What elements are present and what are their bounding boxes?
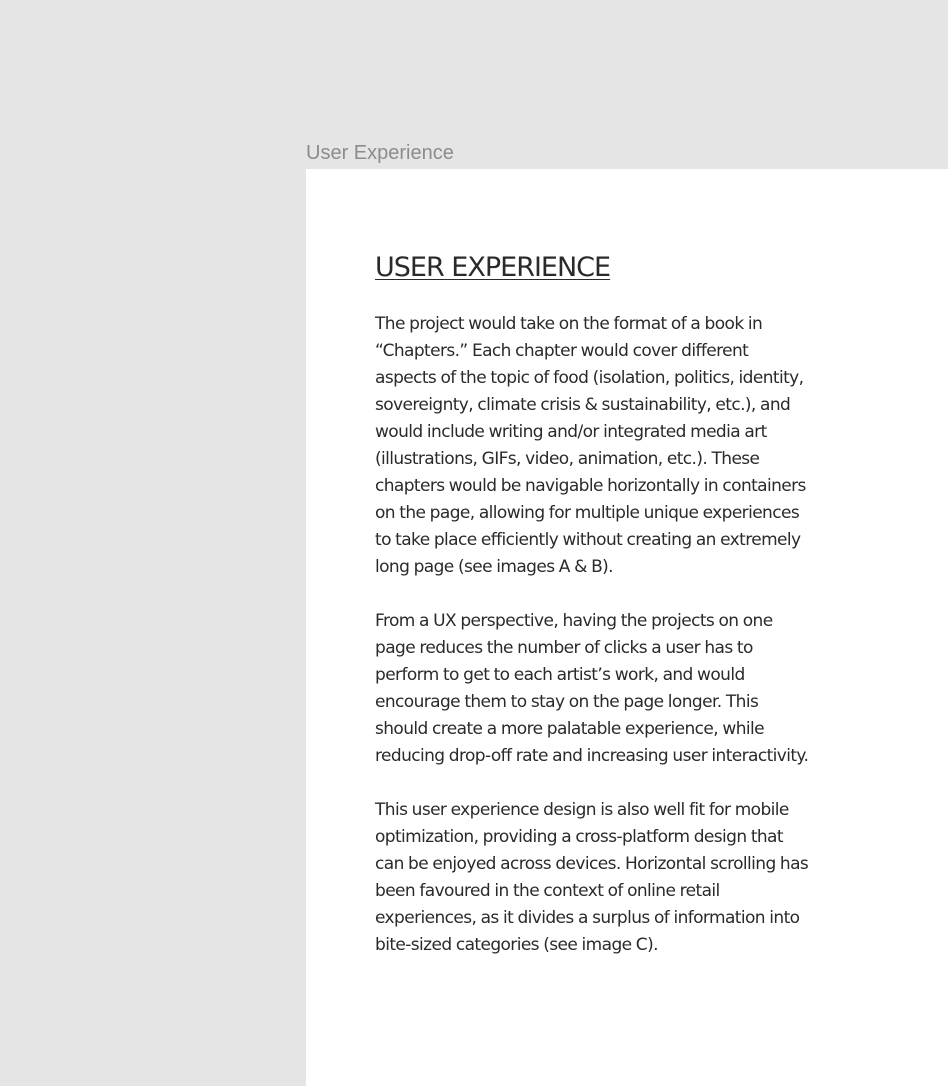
paragraph-ux-perspective: From a UX perspective, having the projects on one page reduces the number of clicks a user has to perform to get to each artist’s work, and would encourage them to stay on the page longer. This should create a more palatable experience, while reducing drop-off rate and increasing user interactivity. [375,611,809,766]
paragraph-mobile-optimization: This user experience design is also well fit for mobile optimization, providing a cross-platform design that can be enjoyed across devices. Horizontal scrolling has been favoured in the context of online retail experiences, as it divides a surplus of information into bite-sized categories (see image C). [375,800,809,955]
paragraph-chapters-format: The project would take on the format of a book in “Chapters.” Each chapter would cover different aspects of the topic of food (isolation, politics, identity, sovereignty, climate crisis & sustainability, etc.), and would include writing and/or integrated media art (illustrations, GIFs, video, animation, etc.). These chapters would be navigable horizontally in containers on the page, allowing for multiple unique experiences to take place efficiently without creating an extremely long page (see images A & B). [375,314,806,577]
text-content [375,249,813,986]
frame-label[interactable]: User Experience [306,142,454,164]
section-heading: USER EXPERIENCE [375,252,611,283]
artboard-frame[interactable] [306,169,948,1086]
